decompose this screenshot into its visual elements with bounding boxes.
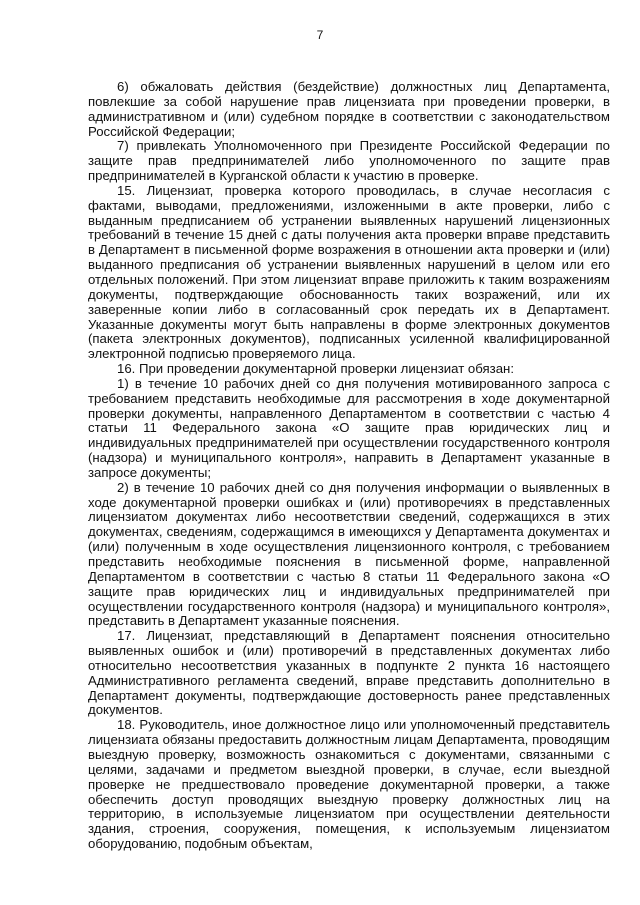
- paragraph-15: 15. Лицензиат, проверка которого проводилась, в случае несогласия с фактами, выводами, предложениями, изложенными в акте проверки, либо с выданным предписанием об устранении выявленных нарушений лицензионных требований в течение 15 дней с даты получения акта проверки вправе представить в Департамент в письменной форме возражения в отношении акта проверки и (или) выданного предписания об устранении выявленных нарушений в целом или его отдельных положений. При этом лицензиат вправе приложить к таким возражениям документы, подтверждающие обоснованность таких возражений, или их заверенные копии либо в согласованный срок передать их в Департамент. Указанные документы могут быть направлены в форме электронных документов (пакета электронных документов), подписанных усиленной квалифицированной электронной подписью проверяемого лица.: [88, 182, 610, 362]
- document-body: [88, 80, 610, 852]
- paragraph-item-7: 7) привлекать Уполномоченного при Президенте Российской Федерации по защите прав предпринимателей либо уполномоченного по защите прав предпринимателей в Курганской области к участию в проверке.: [88, 138, 610, 184]
- paragraph-item-6: 6) обжаловать действия (бездействие) должностных лиц Департамента, повлекшие за собой нарушение прав лицензиата при проведении проверки, в административном и (или) судебном порядке в соответствии с законодательством Российской Федерации;: [88, 79, 610, 139]
- paragraph-16: 16. При проведении документарной проверки лицензиат обязан:: [117, 361, 514, 377]
- paragraph-16-item-1: 1) в течение 10 рабочих дней со дня получения мотивированного запроса с требованием представить необходимые для рассмотрения в ходе документарной проверки документы, направленного Департаментом в соответствии с частью 4 статьи 11 Федерального закона «О защите прав юридических лиц и индивидуальных предпринимателей при осуществлении государственного контроля (надзора) и муниципального контроля», направить в Департамент указанные в запросе документы;: [88, 375, 610, 480]
- paragraph-18: 18. Руководитель, иное должностное лицо или уполномоченный представитель лицензиата обязаны предоставить должностным лицам Департамента, проводящим выездную проверку, возможность ознакомиться с документами, связанными с целями, задачами и предметом выездной проверки, в случае, если выездной проверке не предшествовало проведение документарной проверки, а также обеспечить доступ проводящих выездную проверку должностных лиц на территорию, в используемые лицензиатом при осуществлении деятельности здания, строения, сооружения, помещения, к используемым лицензиатом оборудованию, подобным объектам,: [88, 717, 610, 852]
- paragraph-16-item-2: 2) в течение 10 рабочих дней со дня получения информации о выявленных в ходе документарной проверки ошибках и (или) противоречиях в представленных лицензиатом документах либо несоответствии сведений, содержащихся в этих документах, сведениям, содержащимся в имеющихся у Департамента документах и (или) полученным в ходе осуществления лицензионного контроля, с требованием представить необходимые пояснения в письменной форме, направленной Департаментом в соответствии с частью 8 статьи 11 Федерального закона «О защите прав юридических лиц и индивидуальных предпринимателей при осуществлении государственного контроля (надзора) и муниципального контроля», представить в Департамент указанные пояснения.: [88, 479, 610, 629]
- page-number: 7: [316, 28, 324, 42]
- paragraph-17: 17. Лицензиат, представляющий в Департамент пояснения относительно выявленных ошибок и (или) противоречий в представленных документах либо относительно несоответствия указанных в подпункте 2 пункта 16 настоящего Административного регламента сведений, вправе представить дополнительно в Департамент документы, подтверждающие достоверность ранее представленных документов.: [88, 628, 610, 718]
